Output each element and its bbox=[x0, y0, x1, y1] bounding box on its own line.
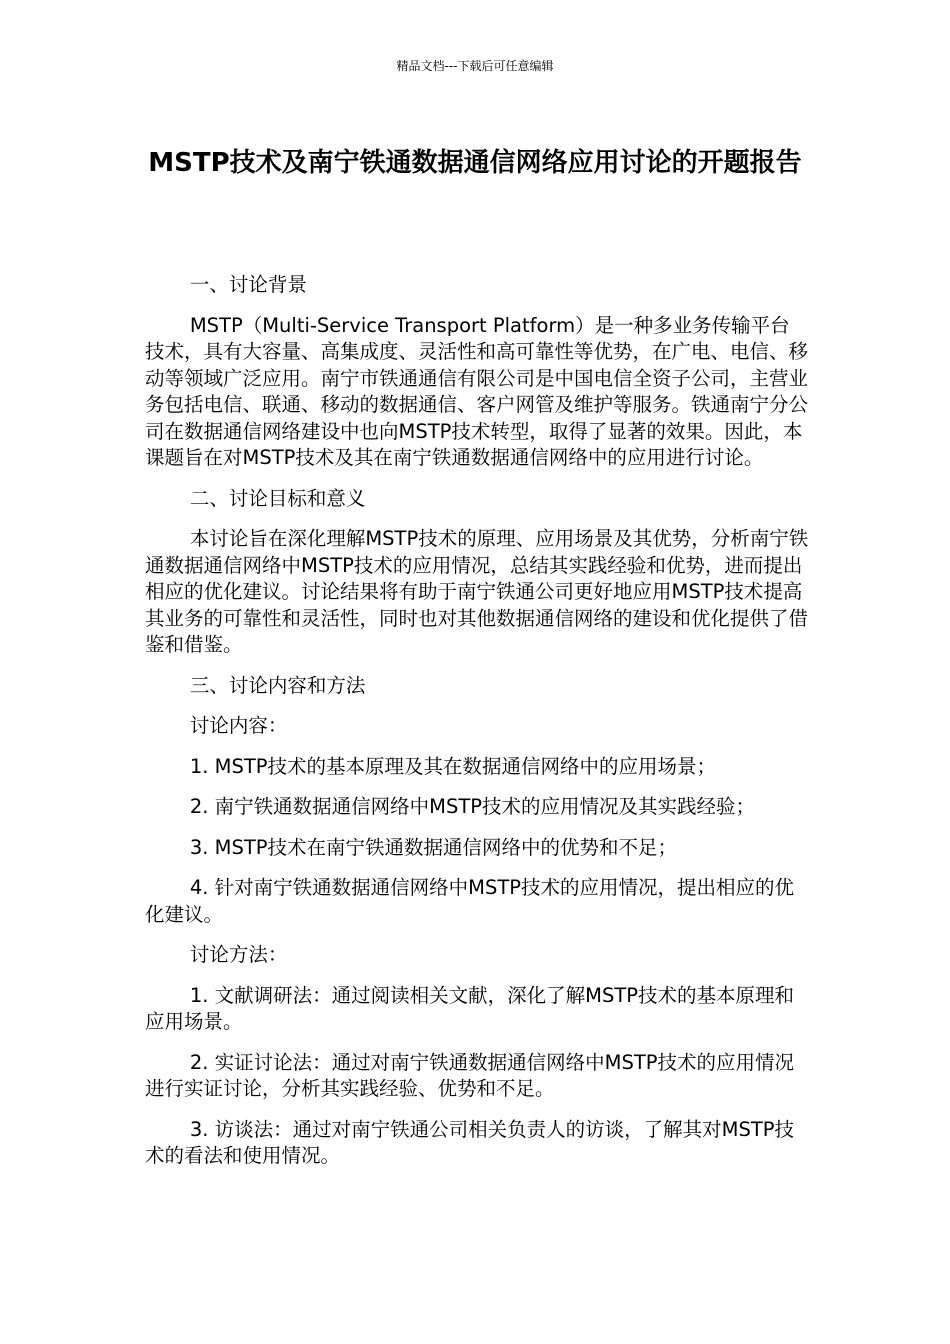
method-item-1: 1. 文献调研法：通过阅读相关文献，深化了解MSTP技术的基本原理和应用场景。 bbox=[145, 983, 795, 1033]
paragraph-background: MSTP（Multi-Service Transport Platform）是一种多业务传输平台技术，具有大容量、高集成度、灵活性和高可靠性等优势，在广电、电信、移动等领域广泛应用。南宁市铁通通信有限公司是中国电信全资子公司，主营业务包括电信、联通、移动的数据通信、客户网管及维护等服务。铁通南宁分公司在数据通信网络建设中也向MSTP技术转型，取得了显著的效果。因此，本课题旨在对MSTP技术及其在南宁铁通数据通信网络中的应用进行讨论。 bbox=[145, 313, 809, 469]
content-label: 讨论内容： bbox=[189, 714, 288, 737]
method-item-2: 2. 实证讨论法：通过对南宁铁通数据通信网络中MSTP技术的应用情况进行实证讨论，分析其实践经验、优势和不足。 bbox=[145, 1050, 795, 1100]
section-heading-goals: 二、讨论目标和意义 bbox=[189, 486, 366, 510]
content-item-4: 4. 针对南宁铁通数据通信网络中MSTP技术的应用情况，提出相应的优化建议。 bbox=[145, 876, 795, 926]
paragraph-goals: 本讨论旨在深化理解MSTP技术的原理、应用场景及其优势，分析南宁铁通数据通信网络中MSTP技术的应用情况，总结其实践经验和优势，进而提出相应的优化建议。讨论结果将有助于南宁铁通公司更好地应用MSTP技术提高其业务的可靠性和灵活性，同时也对其他数据通信网络的建设和优化提供了借鉴和借鉴。 bbox=[145, 527, 809, 656]
content-item-2: 2. 南宁铁通数据通信网络中MSTP技术的应用情况及其实践经验； bbox=[189, 795, 756, 818]
document-title: MSTP技术及南宁铁通数据通信网络应用讨论的开题报告 bbox=[148, 148, 802, 178]
content-item-3: 3. MSTP技术在南宁铁通数据通信网络中的优势和不足； bbox=[189, 835, 678, 859]
method-label: 讨论方法： bbox=[189, 943, 288, 966]
section-heading-content-method: 三、讨论内容和方法 bbox=[189, 673, 366, 697]
header-note: 精品文档---下载后可任意编辑 bbox=[396, 59, 554, 73]
content-item-1: 1. MSTP技术的基本原理及其在数据通信网络中的应用场景； bbox=[189, 754, 717, 778]
section-heading-background: 一、讨论背景 bbox=[189, 273, 307, 296]
method-item-3: 3. 访谈法：通过对南宁铁通公司相关负责人的访谈，了解其对MSTP技术的看法和使用情况。 bbox=[145, 1117, 795, 1167]
document-body bbox=[145, 272, 809, 1184]
